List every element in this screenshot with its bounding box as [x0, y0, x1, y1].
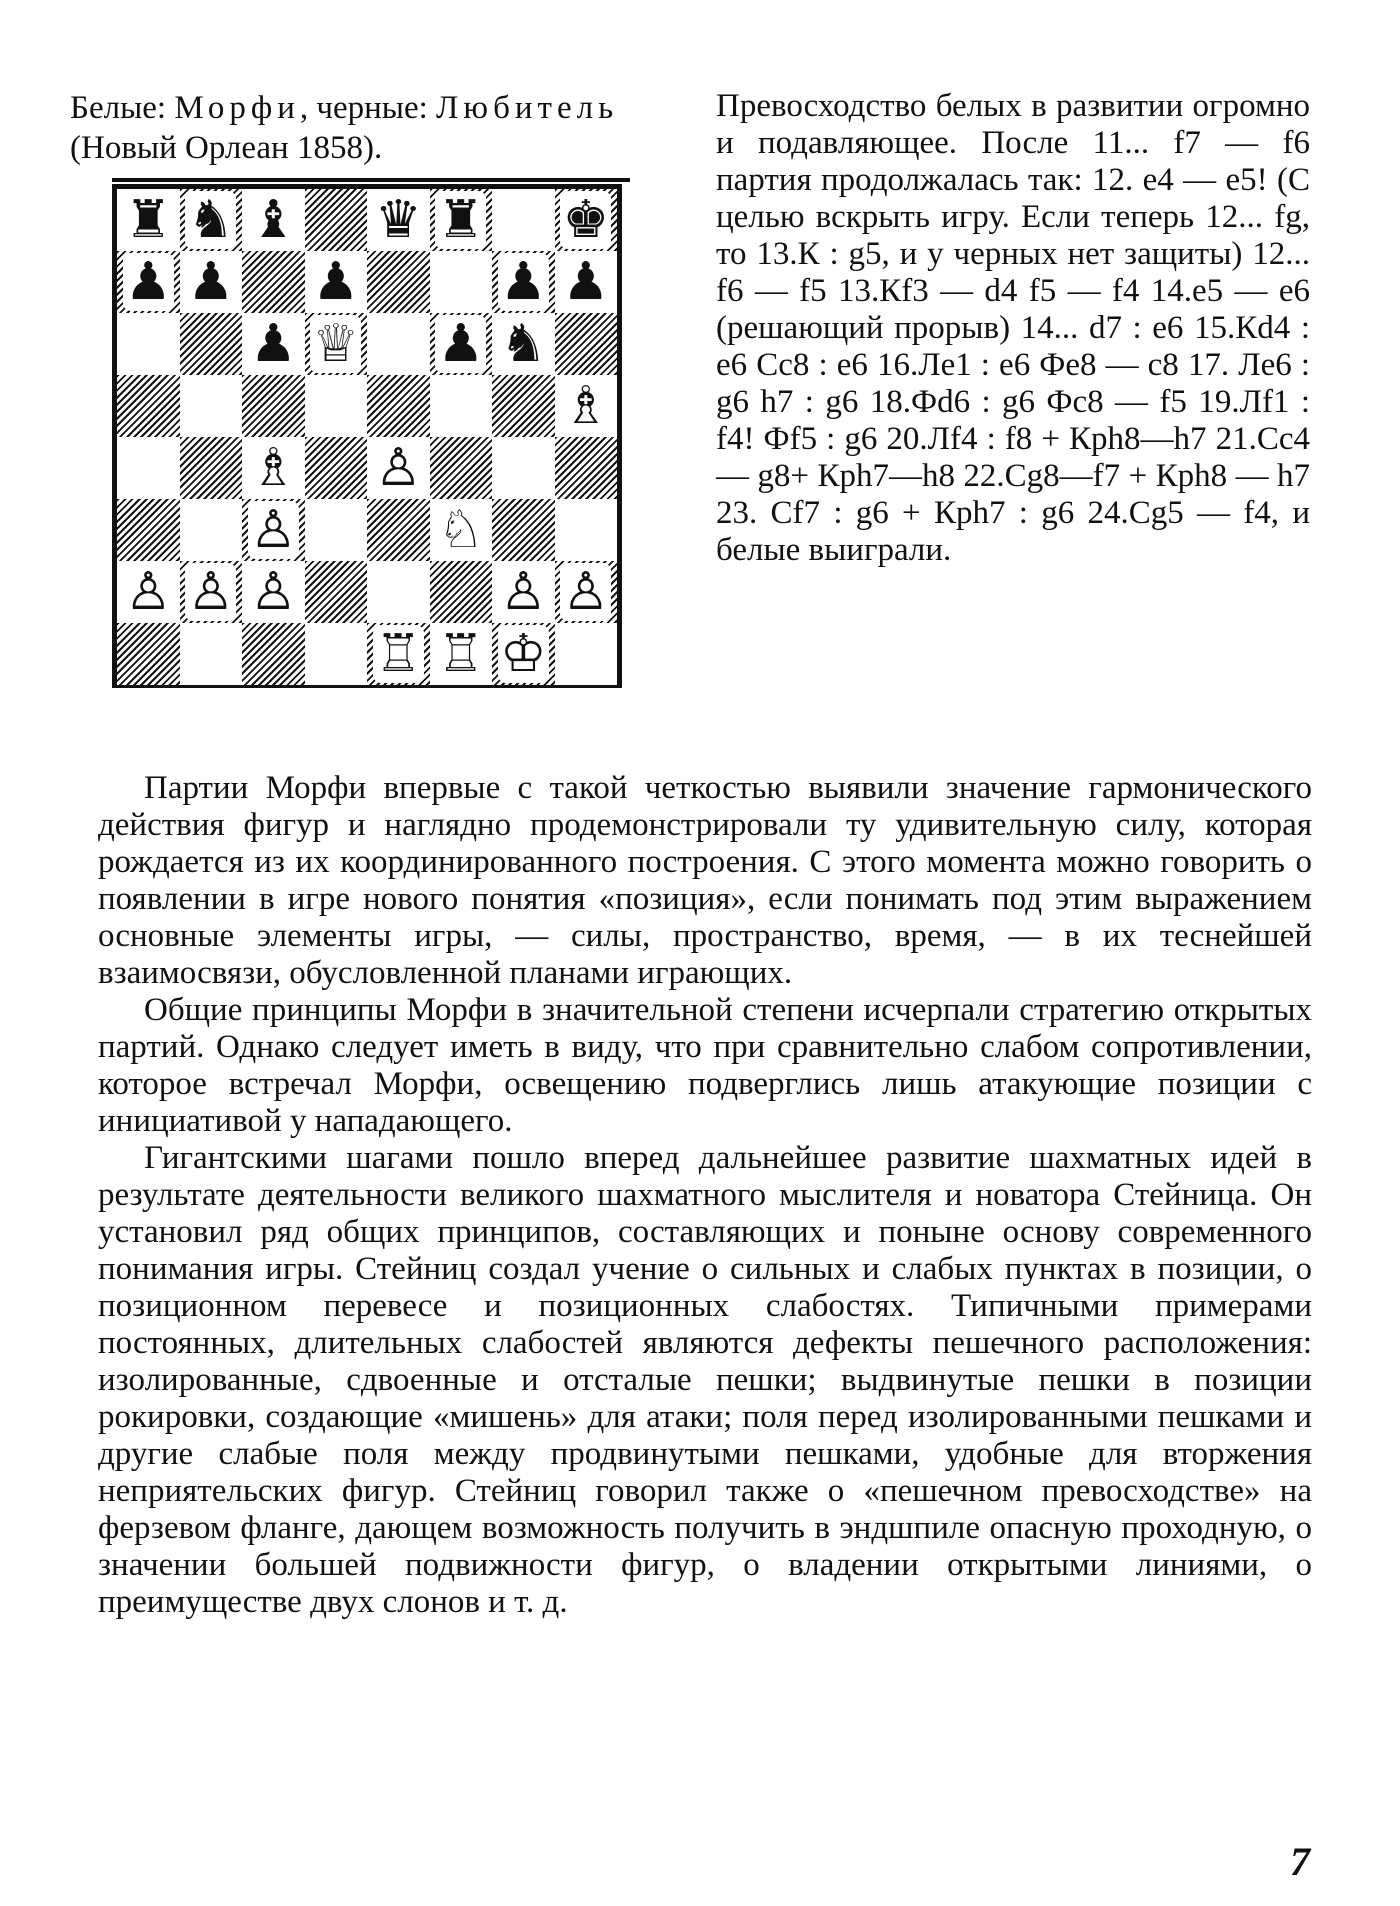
square-f8 — [430, 189, 493, 251]
square-d5 — [305, 375, 368, 437]
square-d3 — [305, 499, 368, 561]
white-pawn-icon: ♙ — [499, 562, 547, 622]
square-h7 — [555, 251, 618, 313]
white-bishop-icon: ♗ — [562, 376, 610, 436]
black-pawn-icon: ♟ — [187, 252, 235, 312]
black-knight-icon: ♞ — [187, 190, 235, 250]
white-rook-icon: ♖ — [374, 624, 422, 684]
square-b7 — [180, 251, 243, 313]
square-d8 — [305, 189, 368, 251]
square-g6 — [492, 313, 555, 375]
square-a2 — [117, 561, 180, 623]
square-d7 — [305, 251, 368, 313]
square-h4 — [555, 437, 618, 499]
game-caption — [70, 88, 660, 168]
square-c2 — [242, 561, 305, 623]
white-bishop-icon: ♗ — [249, 438, 297, 498]
square-e2 — [367, 561, 430, 623]
black-player-name: Любитель — [436, 90, 619, 126]
square-e7 — [367, 251, 430, 313]
black-bishop-icon: ♝ — [249, 190, 297, 250]
square-c1 — [242, 623, 305, 685]
square-f7 — [430, 251, 493, 313]
square-c5 — [242, 375, 305, 437]
diagram-top-rule — [112, 178, 630, 182]
square-b6 — [180, 313, 243, 375]
square-h6 — [555, 313, 618, 375]
square-e5 — [367, 375, 430, 437]
square-f1 — [430, 623, 493, 685]
square-c7 — [242, 251, 305, 313]
paragraph-steinitz: Гигантскими шагами пошло вперед дальнейшее развитие шахматных идей в результате деятельности великого шахматного мыслителя и новатора Стейница. Он установил ряд общих принципов, составляющих и поныне основу современного понимания игры. Стейниц создал учение о сильных и слабых пунктах в позиции, о позиционном перевесе и позиционных слабостях. Типичными примерами постоянных, длительных слабостей являются дефекты пешечного расположения: изолированные, сдвоенные и отсталые пешки; выдвинутые пешки в позиции рокировки, создающие «мишень» для атаки; поля перед изолированными пешками и другие слабые поля между продвинутыми пешками, удобные для вторжения неприятельских фигур. Стейниц говорил также о «пешечном превосходстве» на ферзевом фланге, дающем возможность получить в эндшпиле опасную проходную, о значении большей подвижности фигур, о владении открытыми линиями, о преимуществе двух слонов и т. д. — [98, 1140, 1312, 1620]
square-b8 — [180, 189, 243, 251]
square-f4 — [430, 437, 493, 499]
white-king-icon: ♔ — [499, 624, 547, 684]
square-f3 — [430, 499, 493, 561]
square-e1 — [367, 623, 430, 685]
black-pawn-icon: ♟ — [124, 252, 172, 312]
square-a6 — [117, 313, 180, 375]
square-g4 — [492, 437, 555, 499]
square-e4 — [367, 437, 430, 499]
square-c4 — [242, 437, 305, 499]
caption-white-label: Белые: — [70, 90, 175, 126]
paragraph-morphy: Партии Морфи впервые с такой четкостью выявили значение гармонического действия фигур и наглядно продемонстрировали ту удивительную силу, которая рождается из их координированного построения. С этого момента можно говорить о появлении в игре нового понятия «позиция», если понимать под этим выражением основные элементы игры, — силы, пространство, время, — в их теснейшей взаимосвязи, обусловленной планами играющих. — [98, 770, 1312, 991]
square-b1 — [180, 623, 243, 685]
square-c6 — [242, 313, 305, 375]
square-g2 — [492, 561, 555, 623]
square-h5 — [555, 375, 618, 437]
square-c8 — [242, 189, 305, 251]
page-number: 7 — [1290, 1839, 1310, 1884]
square-d6 — [305, 313, 368, 375]
square-b2 — [180, 561, 243, 623]
white-player-name: Морфи — [174, 90, 300, 126]
square-a4 — [117, 437, 180, 499]
square-a1 — [117, 623, 180, 685]
white-queen-icon: ♕ — [312, 314, 360, 374]
square-a5 — [117, 375, 180, 437]
square-a7 — [117, 251, 180, 313]
square-h8 — [555, 189, 618, 251]
white-pawn-icon: ♙ — [374, 438, 422, 498]
square-f5 — [430, 375, 493, 437]
square-g1 — [492, 623, 555, 685]
black-pawn-icon: ♟ — [249, 314, 297, 374]
black-king-icon: ♚ — [562, 190, 610, 250]
caption-venue: (Новый Орлеан 1858). — [70, 130, 383, 166]
body-text — [98, 770, 1312, 1621]
chess-diagram — [112, 178, 630, 700]
square-d4 — [305, 437, 368, 499]
white-pawn-icon: ♙ — [249, 500, 297, 560]
square-c3 — [242, 499, 305, 561]
square-g8 — [492, 189, 555, 251]
black-pawn-icon: ♟ — [562, 252, 610, 312]
white-knight-icon: ♘ — [437, 500, 485, 560]
black-pawn-icon: ♟ — [312, 252, 360, 312]
square-a8 — [117, 189, 180, 251]
square-b4 — [180, 437, 243, 499]
square-e6 — [367, 313, 430, 375]
square-a3 — [117, 499, 180, 561]
black-queen-icon: ♛ — [374, 190, 422, 250]
square-g7 — [492, 251, 555, 313]
caption-black-label: , черные: — [299, 90, 437, 126]
square-d2 — [305, 561, 368, 623]
square-b3 — [180, 499, 243, 561]
white-pawn-icon: ♙ — [249, 562, 297, 622]
paragraph-principles: Общие принципы Морфи в значительной степени исчерпали стратегию открытых партий. Однако следует иметь в виду, что при сравнительно слабом сопротивлении, которое встречал Морфи, освещению подверглись лишь атакующие позиции с инициативой у нападающего. — [98, 992, 1312, 1139]
black-knight-icon: ♞ — [499, 314, 547, 374]
white-pawn-icon: ♙ — [562, 562, 610, 622]
square-g3 — [492, 499, 555, 561]
square-h1 — [555, 623, 618, 685]
white-pawn-icon: ♙ — [187, 562, 235, 622]
square-g5 — [492, 375, 555, 437]
square-f2 — [430, 561, 493, 623]
white-rook-icon: ♖ — [437, 624, 485, 684]
square-f6 — [430, 313, 493, 375]
black-pawn-icon: ♟ — [499, 252, 547, 312]
chess-board — [117, 189, 617, 685]
square-e3 — [367, 499, 430, 561]
square-d1 — [305, 623, 368, 685]
black-rook-icon: ♜ — [124, 190, 172, 250]
square-b5 — [180, 375, 243, 437]
game-moves-text: Превосходство белых в развитии огромно и подавляющее. После 11... f7 — f6 партия продолжалась так: 12. e4 — e5! (С целью вскрыть игру. Если теперь 12... fg, то 13.К : g5, и у черных нет защиты) 12... f6 — f5 13.Кf3 — d4 f5 — f4 14.e5 — e6 (решающий прорыв) 14... d7 : e6 15.Кd4 : e6 Сc8 : e6 16.Лe1 : e6 Фe8 — c8 17. Лe6 : g6 h7 : g6 18.Фd6 : g6 Фc8 — f5 19.Лf1 : f4! Фf5 : g6 20.Лf4 : f8 + Крh8—h7 21.Сc4 — g8+ Крh7—h8 22.Сg8—f7 + Крh8 — h7 23. Сf7 : g6 + Крh7 : g6 24.Сg5 — f4, и белые выиграли. — [716, 88, 1310, 568]
square-h3 — [555, 499, 618, 561]
white-pawn-icon: ♙ — [124, 562, 172, 622]
square-e8 — [367, 189, 430, 251]
square-h2 — [555, 561, 618, 623]
black-pawn-icon: ♟ — [437, 314, 485, 374]
black-rook-icon: ♜ — [437, 190, 485, 250]
